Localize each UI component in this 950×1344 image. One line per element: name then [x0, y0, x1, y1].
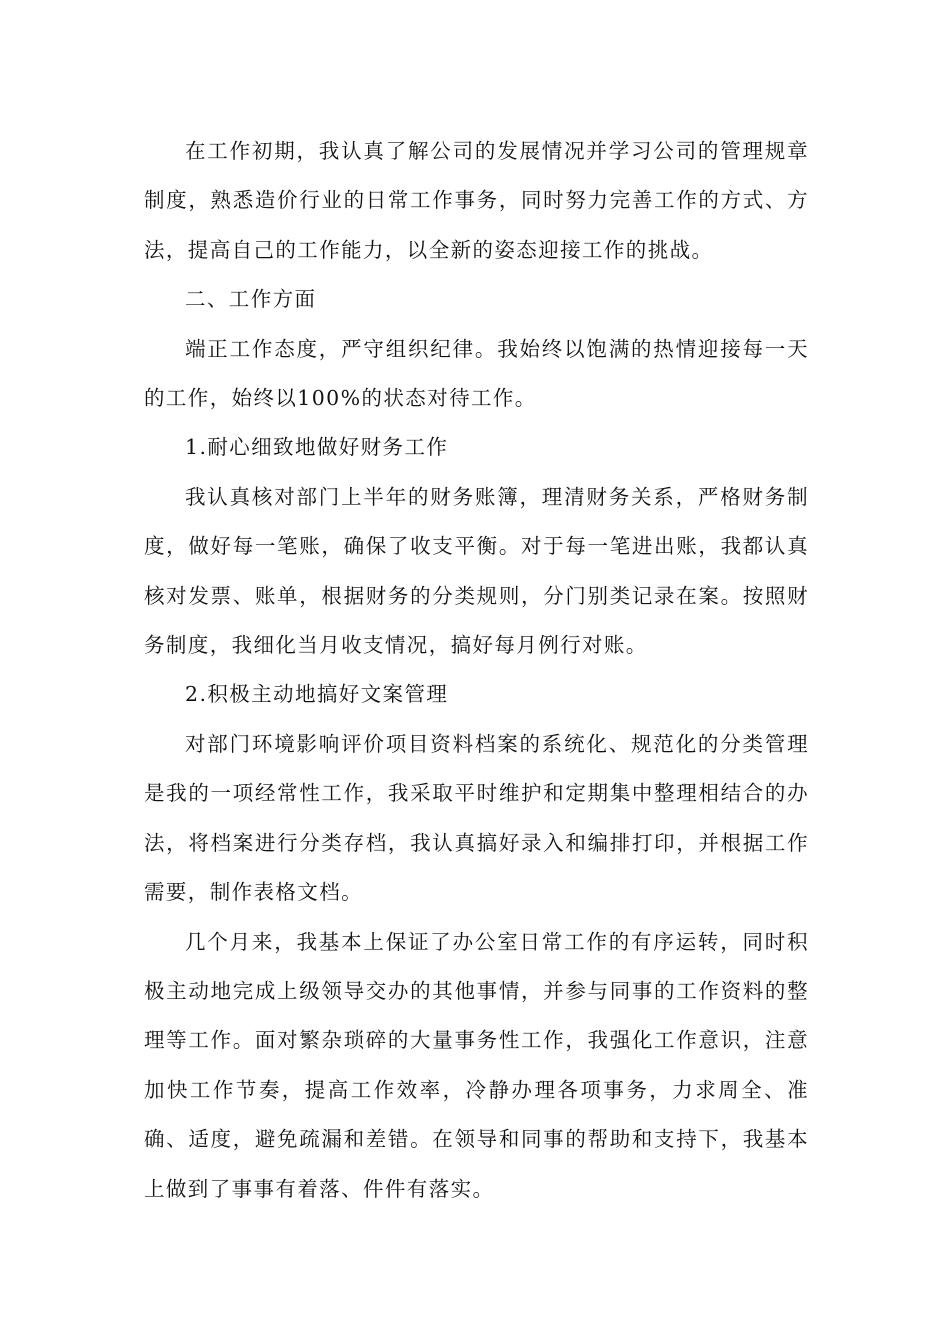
paragraph-intro: 在工作初期，我认真了解公司的发展情况并学习公司的管理规章制度，熟悉造价行业的日常工作事务，同时努力完善工作的方式、方法，提高自己的工作能力，以全新的姿态迎接工作的挑战。 [144, 139, 809, 262]
section-heading-work: 二、工作方面 [185, 287, 317, 312]
subheading-finance: 1.耐心细致地做好财务工作 [185, 435, 449, 460]
document-body [144, 127, 809, 1214]
paragraph-attitude: 端正工作态度，严守组织纪律。我始终以饱满的热情迎接每一天的工作，始终以100%的状态对待工作。 [144, 336, 809, 411]
paragraph-summary: 几个月来，我基本上保证了办公室日常工作的有序运转，同时积极主动地完成上级领导交办的其他事情，并参与同事的工作资料的整理等工作。面对繁杂琐碎的大量事务性工作，我强化工作意识，注意加快工作节奏，提高工作效率，冷静办理各项事务，力求周全、准确、适度，避免疏漏和差错。在领导和同事的帮助和支持下，我基本上做到了事事有着落、件件有落实。 [144, 929, 809, 1201]
paragraph-documents: 对部门环境影响评价项目资料档案的系统化、规范化的分类管理是我的一项经常性工作，我采取平时维护和定期集中整理相结合的办法，将档案进行分类存档，我认真搞好录入和编排打印，并根据工作需要，制作表格文档。 [144, 731, 809, 905]
paragraph-finance: 我认真核对部门上半年的财务账簿，理清财务关系，严格财务制度，做好每一笔账，确保了收支平衡。对于每一笔进出账，我都认真核对发票、账单，根据财务的分类规则，分门别类记录在案。按照财务制度，我细化当月收支情况，搞好每月例行对账。 [144, 484, 809, 658]
subheading-documents: 2.积极主动地搞好文案管理 [185, 682, 449, 707]
